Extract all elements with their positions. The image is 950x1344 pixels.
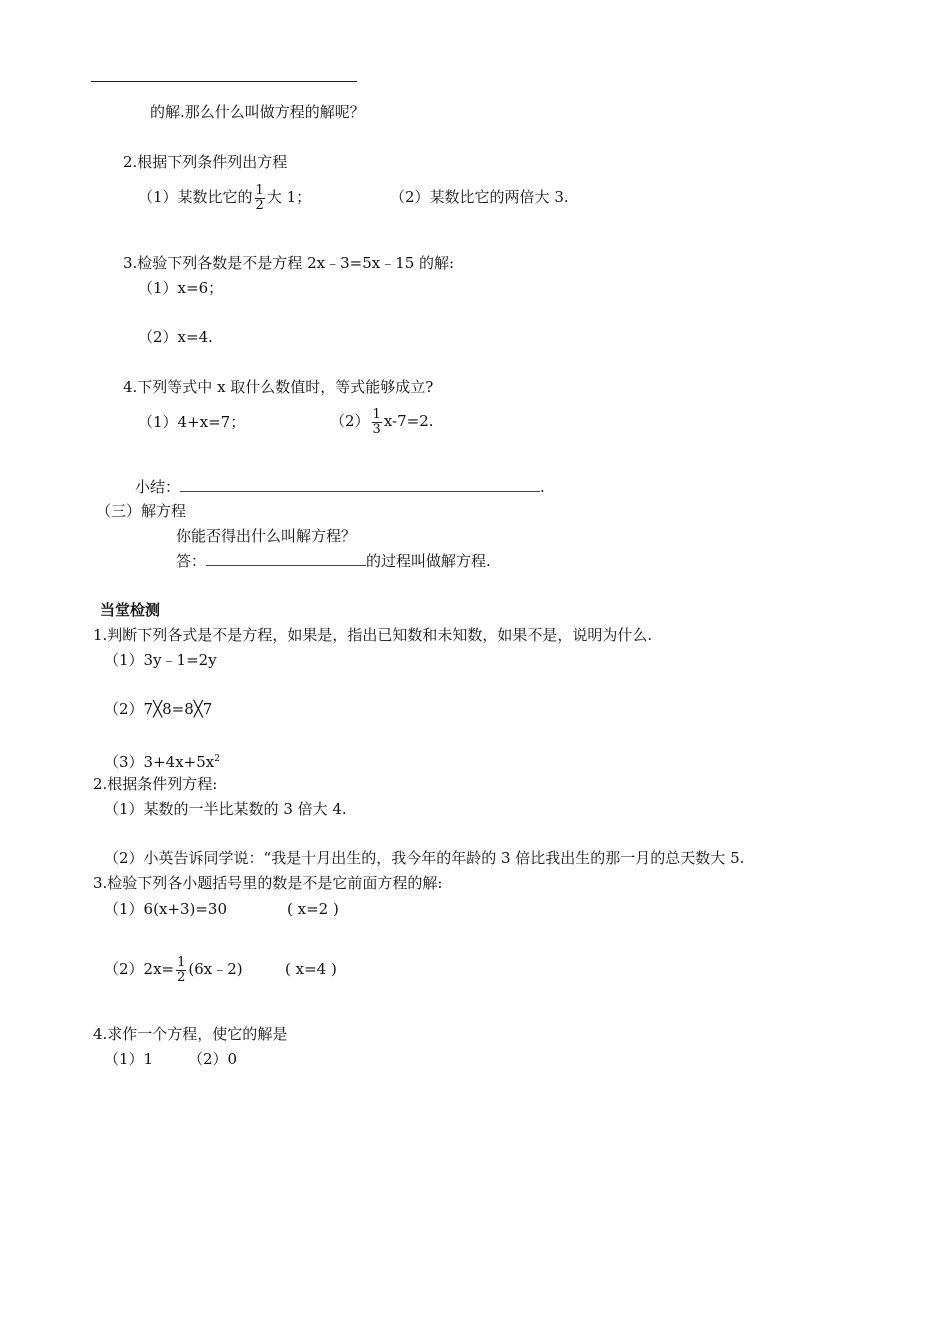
section-3-title: （三）解方程 <box>96 502 187 520</box>
c3-item-1: （1）6(x+3)=30 <box>104 900 228 918</box>
c3-title: 3.检验下列各小题括号里的数是不是它前面方程的解: <box>93 874 443 892</box>
fraction-one-third: $\frac{1}{3}$ <box>372 406 381 437</box>
top-rule <box>91 81 357 82</box>
summary-line: 小结： . <box>135 478 545 496</box>
c2-item-2: （2）小英告诉同学说：“我是十月出生的，我今年的年龄的 3 倍比我出生的那一月的总天数大 5. <box>104 849 745 867</box>
c4-item-1: （1）1 <box>104 1050 154 1068</box>
c4-item-2: （2）0 <box>188 1050 238 1068</box>
q4-title: 4.下列等式中 x 取什么数值时，等式能够成立? <box>123 378 434 396</box>
c1-item-2: （2）7╳8=8╳7 <box>104 700 213 718</box>
c2-item-1: （1）某数的一半比某数的 3 倍大 4. <box>104 800 347 818</box>
c1-item-1: （1）3y﹣1=2y <box>104 651 217 669</box>
paragraph-solution-question: 的解.那么什么叫做方程的解呢？ <box>150 103 365 121</box>
c3-item-2-answer: ( x=4 ) <box>285 960 337 978</box>
summary-blank <box>180 478 540 492</box>
q3-item-1: （1）x=6； <box>138 279 224 297</box>
q3-item-2: （2）x=4. <box>138 328 213 346</box>
fraction-one-half: $\frac{1}{2}$ <box>255 182 264 213</box>
q2-title: 2.根据下列条件列出方程 <box>123 153 288 171</box>
section-3-question: 你能否得出什么叫解方程？ <box>176 527 357 545</box>
q4-item-1: （1）4+x=7； <box>138 413 246 431</box>
c3-item-2: （2）2x= $\frac{1}{2}$ (6x﹣2) <box>104 954 243 985</box>
check-heading: 当堂检测 <box>100 601 161 619</box>
c4-title: 4.求作一个方程，使它的解是 <box>93 1025 288 1043</box>
fraction-one-half: $\frac{1}{2}$ <box>177 954 186 985</box>
section-3-answer: 答： 的过程叫做解方程. <box>176 552 491 570</box>
c1-title: 1.判断下列各式是不是方程，如果是，指出已知数和未知数，如果不是，说明为什么. <box>93 626 653 644</box>
answer-blank <box>206 552 366 566</box>
c3-item-1-answer: ( x=2 ) <box>287 900 339 918</box>
q4-item-2: （2） $\frac{1}{3}$ x-7=2. <box>330 406 434 437</box>
c2-title: 2.根据条件列方程: <box>93 775 218 793</box>
q2-item-2: （2）某数比它的两倍大 3. <box>390 188 569 206</box>
q3-title: 3.检验下列各数是不是方程 2x﹣3=5x﹣15 的解: <box>123 254 455 272</box>
q2-item-1: （1）某数比它的 $\frac{1}{2}$ 大 1； <box>138 182 312 213</box>
c1-item-3: $(3)3+4x+5x^2$ <box>104 753 220 771</box>
